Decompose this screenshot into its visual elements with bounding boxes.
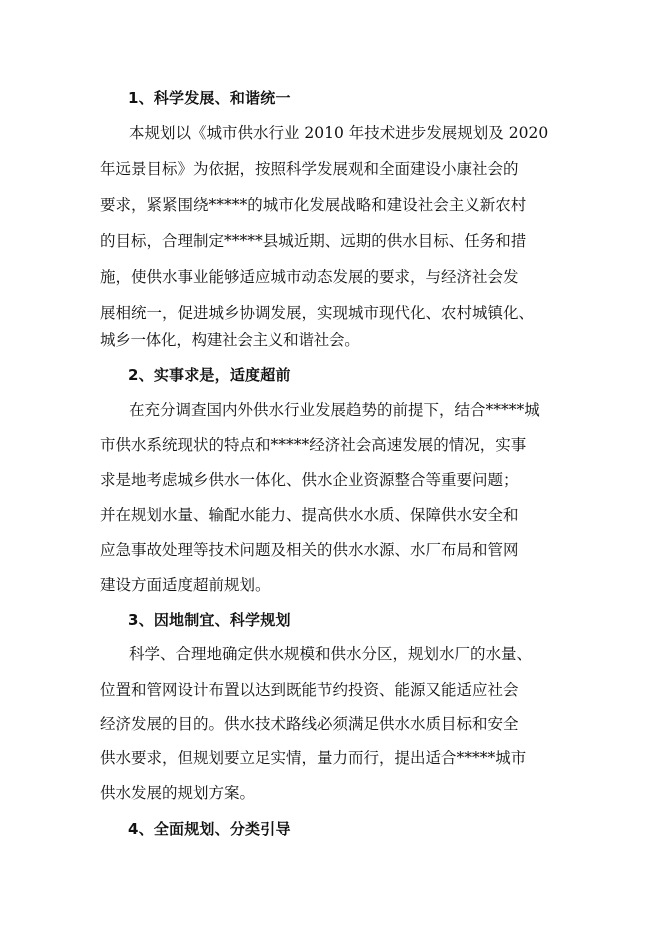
section-1-line-6: 展相统一，促进城乡协调发展，实现城市现代化、农村城镇化、 <box>100 304 535 322</box>
section-2-line-1: 在充分调查国内外供水行业发展趋势的前提下，结合*****城 <box>129 401 540 419</box>
section-1-line-1: 本规划以《城市供水行业 2010 年技术进步发展规划及 2020 <box>129 124 549 142</box>
section-2-line-2: 市供水系统现状的特点和*****经济社会高速发展的情况，实事 <box>100 436 527 454</box>
section-3-line-1: 科学、合理地确定供水规模和供水分区，规划水厂的水量、 <box>129 645 533 663</box>
section-1-line-3: 要求，紧紧围绕*****的城市化发展战略和建设社会主义新农村 <box>100 196 527 214</box>
section-3-line-5: 供水发展的规划方案。 <box>100 784 256 802</box>
section-1-heading: 1、科学发展、和谐统一 <box>128 89 291 107</box>
section-3-line-4: 供水要求，但规划要立足实情，量力而行，提出适合*****城市 <box>100 749 527 767</box>
section-4-heading: 4、全面规划、分类引导 <box>128 820 291 838</box>
section-2-line-5: 应急事故处理等技术问题及相关的供水水源、水厂布局和管网 <box>100 541 519 559</box>
section-1-line-5: 施，使供水事业能够适应城市动态发展的要求，与经济社会发 <box>100 268 519 286</box>
section-2-line-6: 建设方面适度超前规划。 <box>100 576 271 594</box>
section-2-line-3: 求是地考虑城乡供水一体化、供水企业资源整合等重要问题； <box>100 471 519 489</box>
section-2-line-4: 并在规划水量、输配水能力、提高供水水质、保障供水安全和 <box>100 506 519 524</box>
section-1-line-7: 城乡一体化，构建社会主义和谐社会。 <box>100 331 360 349</box>
section-3-line-3: 经济发展的目的。供水技术路线必须满足供水水质目标和安全 <box>100 715 519 733</box>
section-1-line-2: 年远景目标》为依据，按照科学发展观和全面建设小康社会的 <box>100 160 519 178</box>
section-3-line-2: 位置和管网设计布置以达到既能节约投资、能源又能适应社会 <box>100 681 519 699</box>
section-1-line-4: 的目标，合理制定*****县城近期、远期的供水目标、任务和措 <box>100 232 527 250</box>
section-2-heading: 2、实事求是，适度超前 <box>128 366 291 384</box>
section-3-heading: 3、因地制宜、科学规划 <box>128 611 291 629</box>
